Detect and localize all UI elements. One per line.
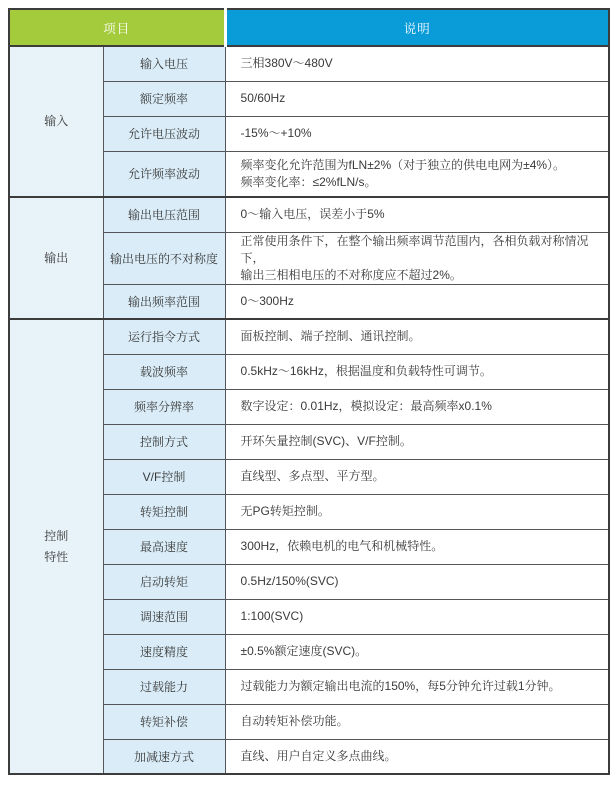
description-line: 开环矢量控制(SVC)、V/F控制。 [240, 434, 412, 448]
description-cell [225, 197, 609, 232]
item-cell: 输出频率范围 [103, 284, 225, 319]
description-line: 数字设定：0.01Hz，模拟设定：最高频率x0.1% [240, 399, 492, 413]
description-cell [225, 634, 609, 669]
group-label: 特性 [44, 549, 69, 564]
description-cell [225, 494, 609, 529]
item-cell: 输出电压的不对称度 [103, 232, 225, 284]
description-line: 0.5kHz～16kHz，根据温度和负载特性可调节。 [240, 364, 492, 378]
description-line: 三相380V～480V [240, 56, 333, 71]
description-cell [225, 599, 609, 634]
description-line: 0～输入电压，误差小于5% [240, 207, 385, 222]
description-line: ±0.5%额定速度(SVC)。 [240, 644, 368, 658]
spec-row [9, 197, 609, 232]
description-line: 面板控制、端子控制、通讯控制。 [240, 329, 421, 344]
description-cell [225, 739, 609, 774]
header-row [9, 9, 609, 46]
description-cell [225, 354, 609, 389]
description-line: 0.5Hz/150%(SVC) [240, 574, 339, 588]
item-cell: 运行指令方式 [103, 319, 225, 354]
item-cell: 启动转矩 [103, 564, 225, 599]
description-cell [225, 284, 609, 319]
header-cell-description: 说明 [225, 9, 609, 46]
item-cell: 转矩补偿 [103, 704, 225, 739]
description-line: 过载能力为额定输出电流的150%，每5分钟允许过载1分钟。 [240, 679, 561, 693]
description-line: 自动转矩补偿功能。 [240, 714, 349, 728]
item-cell: 最高速度 [103, 529, 225, 564]
spec-table [8, 8, 610, 775]
description-line: 正常使用条件下，在整个输出频率调节范围内，各相负载对称情况下， [240, 233, 589, 265]
description-cell [225, 669, 609, 704]
header-cell-item: 项目 [9, 9, 225, 46]
description-cell [225, 319, 609, 354]
group-cell [9, 46, 103, 197]
item-cell: 允许频率波动 [103, 151, 225, 197]
item-cell: 过载能力 [103, 669, 225, 704]
description-line: 50/60Hz [240, 91, 286, 105]
description-cell [225, 459, 609, 494]
item-cell: 调速范围 [103, 599, 225, 634]
item-cell: 载波频率 [103, 354, 225, 389]
description-line: 300Hz，依赖电机的电气和机械特性。 [240, 539, 444, 553]
description-line: 频率变化允许范围为fLN±2%（对于独立的供电电网为±4%）。 [240, 157, 566, 172]
item-cell: 频率分辨率 [103, 389, 225, 424]
description-cell [225, 46, 609, 81]
item-cell: 允许电压波动 [103, 116, 225, 151]
description-cell [225, 151, 609, 197]
description-cell [225, 389, 609, 424]
description-line: 0～300Hz [240, 293, 294, 308]
description-line: 1:100(SVC) [240, 609, 304, 623]
description-cell [225, 116, 609, 151]
description-line: 直线、用户自定义多点曲线。 [240, 748, 397, 763]
spec-row [9, 46, 609, 81]
group-label: 输入 [44, 114, 69, 129]
description-line: 频率变化率：≤2%fLN/s。 [240, 174, 377, 189]
description-cell [225, 81, 609, 116]
item-cell: 输入电压 [103, 46, 225, 81]
item-cell: 加减速方式 [103, 739, 225, 774]
description-cell [225, 704, 609, 739]
group-label: 输出 [44, 250, 69, 265]
item-cell: 额定频率 [103, 81, 225, 116]
group-label: 控制 [44, 529, 69, 544]
description-line: 输出三相相电压的不对称度应不超过2%。 [240, 267, 462, 282]
item-cell: 速度精度 [103, 634, 225, 669]
description-cell [225, 529, 609, 564]
item-cell: 转矩控制 [103, 494, 225, 529]
description-line: -15%～+10% [240, 126, 312, 140]
group-cell [9, 197, 103, 319]
item-cell: 输出电压范围 [103, 197, 225, 232]
description-cell [225, 424, 609, 459]
spec-table-body [9, 46, 609, 774]
description-cell [225, 232, 609, 284]
description-line: 直线型、多点型、平方型。 [240, 469, 385, 483]
spec-row [9, 319, 609, 354]
description-line: 无PG转矩控制。 [240, 504, 330, 518]
item-cell: V/F控制 [103, 459, 225, 494]
item-cell: 控制方式 [103, 424, 225, 459]
group-cell [9, 319, 103, 774]
description-cell [225, 564, 609, 599]
